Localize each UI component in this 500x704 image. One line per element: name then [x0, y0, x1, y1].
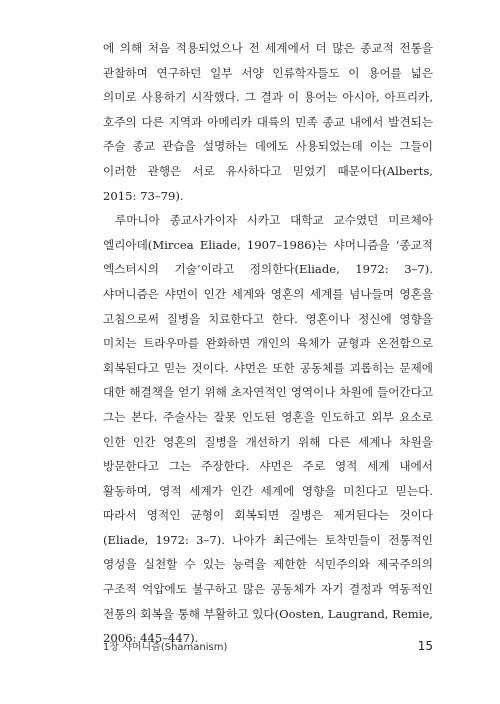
paragraph-2: 루마니아 종교사가이자 시카고 대학교 교수였던 미르체아 엘리아데(Mircea Eliade, 1907–1986)는 샤머니즘을 ‘종교적 엑스터시의 기술’이라고 정의한다(Eliade, 1972: 3–7). 샤머니즘은 샤먼이 인간 세계와 영혼의 세계를 넘나들며 영혼을 고침으로써 질병을 치료한다고 한다. 영혼이나 정신에 영향을 미치는 트라우마를 완화하면 개인의 육체가 균형과 온전함으로 회복된다고 믿는 것이다. 샤먼은 또한 공동체를 괴롭히는 문제에 대한 해결책을 얻기 위해 초자연적인 영역이나 차원에 들어간다고 그는 본다. 주술사는 잘못 인도된 영혼을 인도하고 외부 요소로 인한 인간 영혼의 질병을 개선하기 위해 다른 세계나 차원을 방문한다고 그는 주장한다. 샤먼은 주로 영적 세계 내에서 활동하며, 영적 세계가 인간 세계에 영향을 미친다고 믿는다. 따라서 영적인 균형이 회복되면 질병은 제거된다는 것이다(Eliade, 1972: 3–7). 나아가 최근에는 토착민들이 전통적인 영성을 실천할 수 있는 능력을 제한한 식민주의와 제국주의의 구조적 억압에도 불구하고 많은 공동체가 자기 결정과 역동적인 전통의 회복을 통해 부활하고 있다(Oosten, Laugrand, Remie, 2006: 445–447). [103, 213, 433, 646]
page-number: 15 [417, 638, 433, 653]
running-head: 1장 샤머니즘(Shamanism) [103, 642, 228, 653]
paragraph-1: 에 의해 처음 적용되었으나 전 세계에서 더 많은 종교적 전통을 관찰하며 연구하던 일부 서양 인류학자들도 이 용어를 넓은 의미로 사용하기 시작했다. 그 결과 이 용어는 아시아, 아프리카, 호주의 다른 지역과 아메리카 대륙의 민족 종교 내에서 발견되는 주술 종교 관습을 설명하는 데에도 사용되었는데 이는 그들이 이러한 관행은 서로 유사하다고 믿었기 때문이다(Alberts, 2015: 73–79). [103, 41, 433, 203]
page-footer [103, 638, 433, 653]
body-text [103, 36, 433, 651]
